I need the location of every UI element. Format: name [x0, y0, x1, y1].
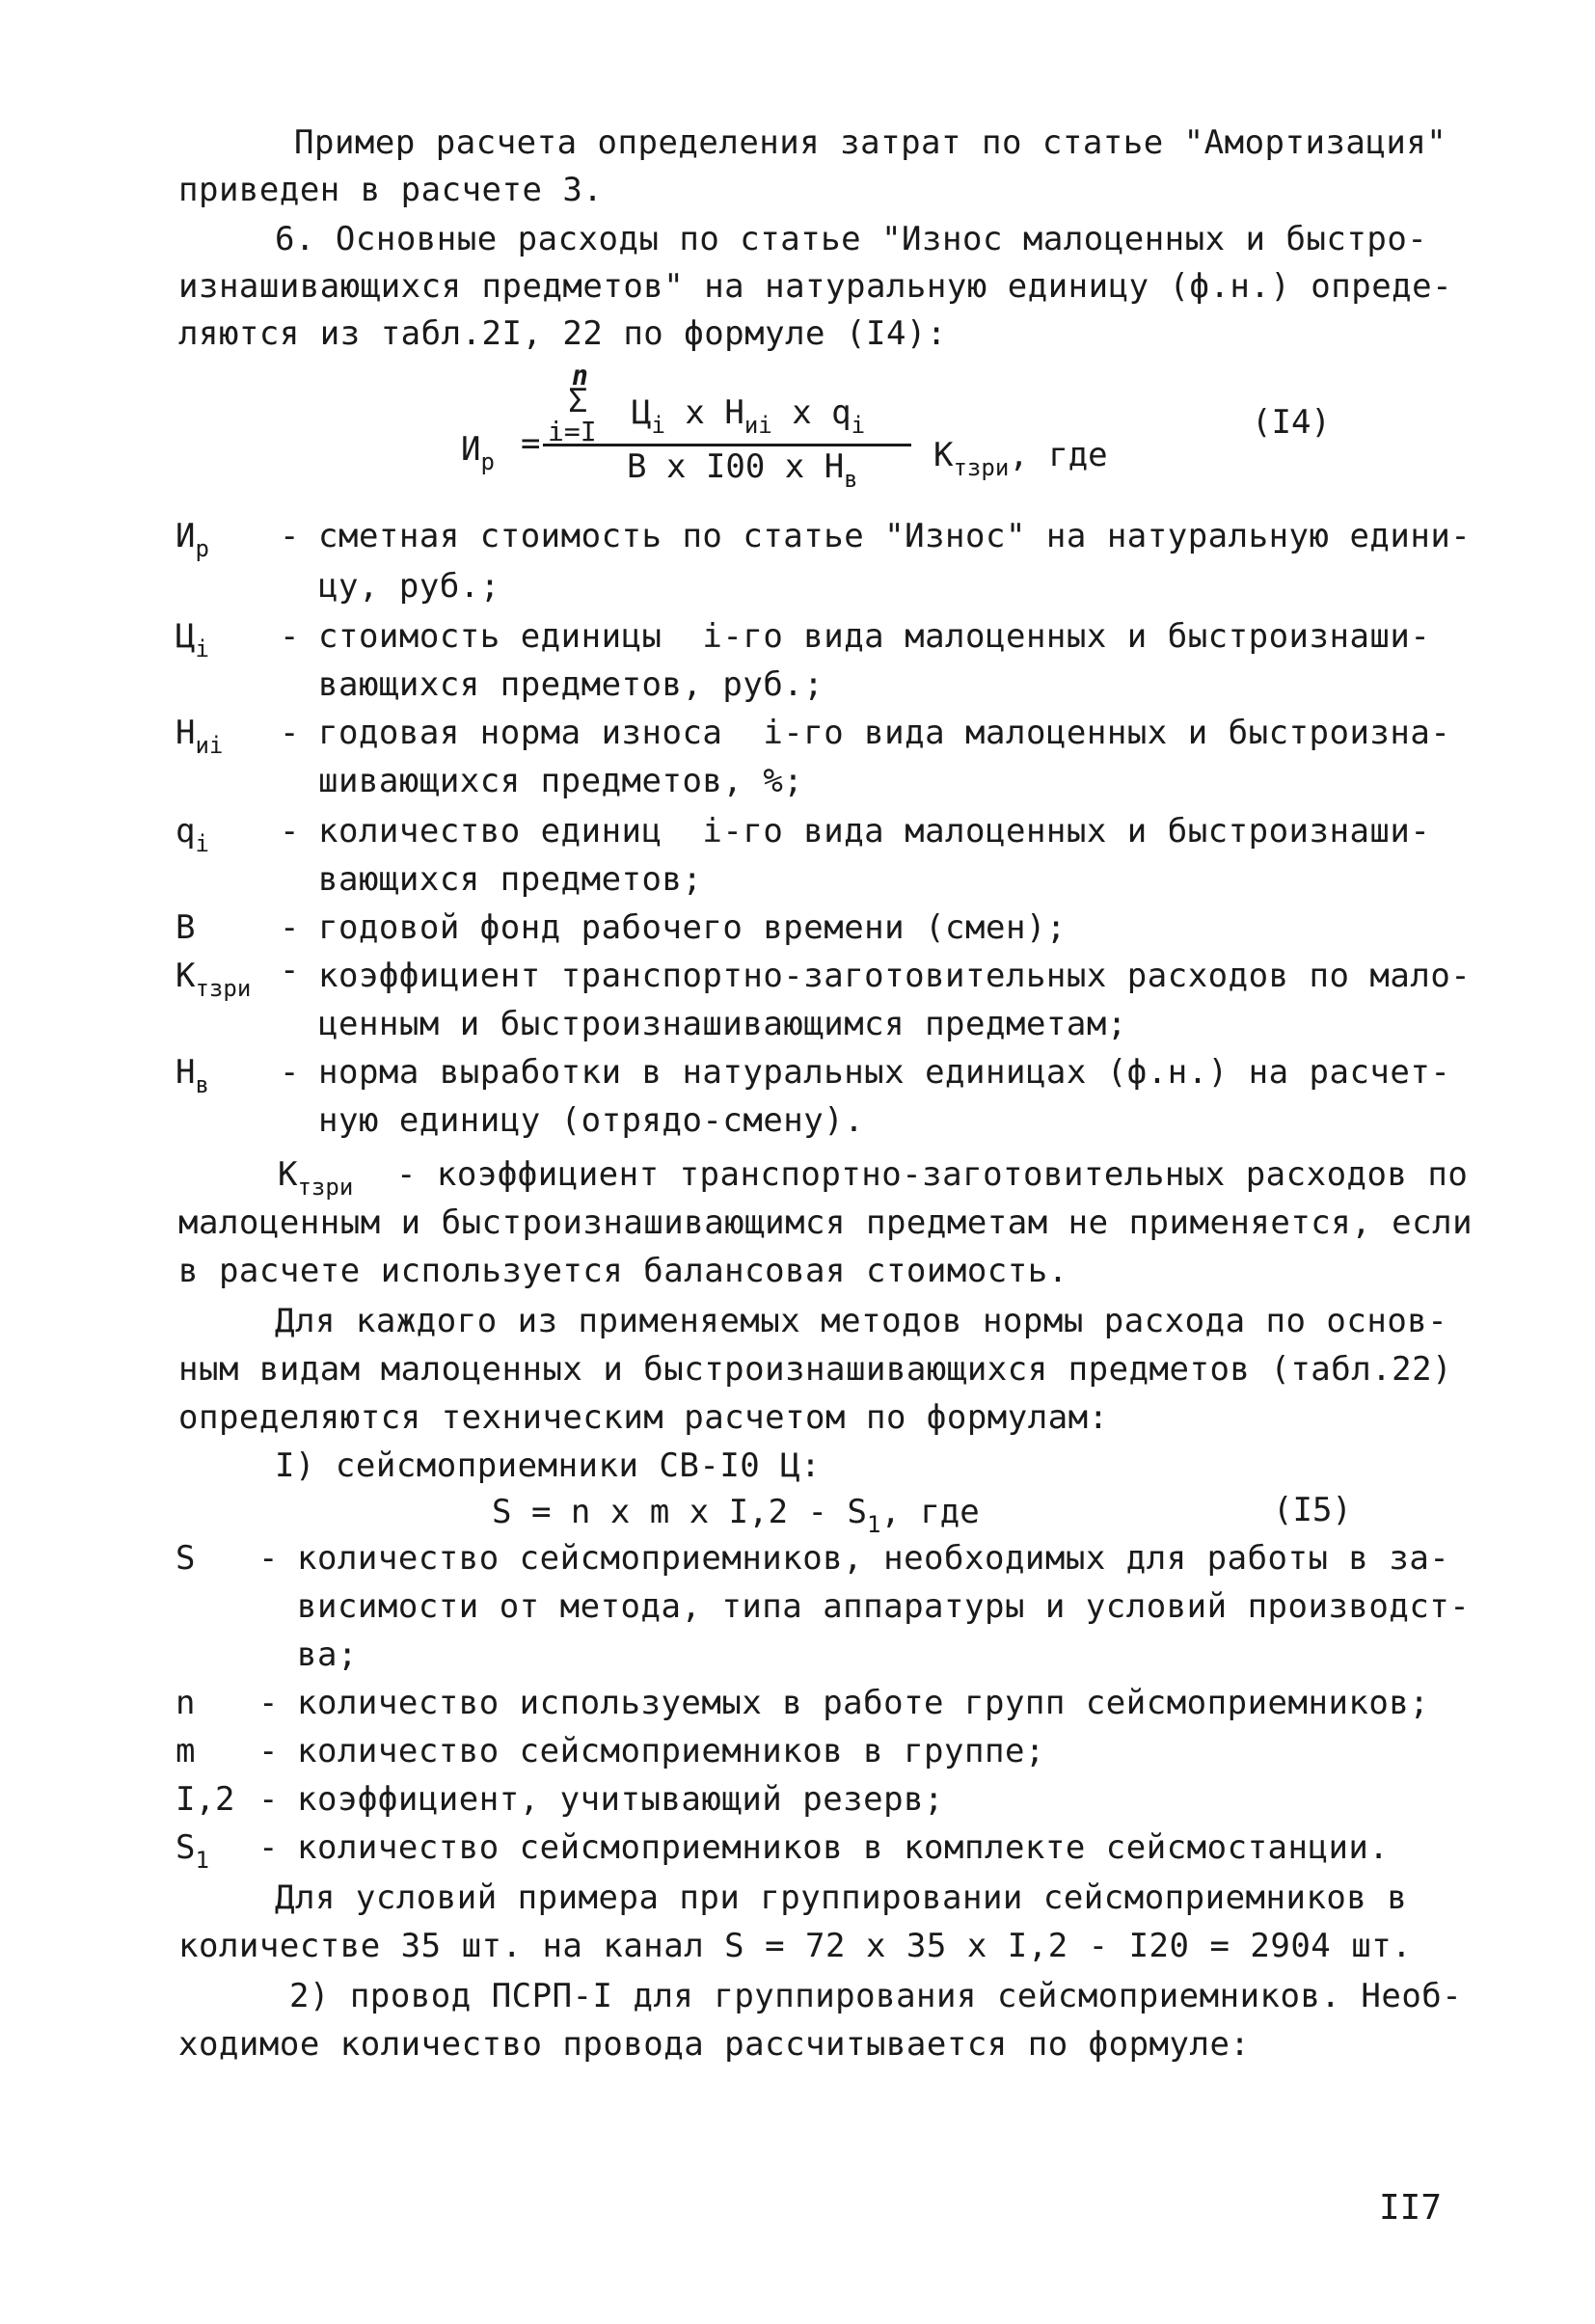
def-dash: -	[280, 951, 300, 989]
formula14-number: (I4)	[1252, 403, 1331, 442]
para6-line-3: ляются из табл.2I, 22 по формуле (I4):	[178, 314, 947, 353]
def-text: коэффициент, учитывающий резерв;	[297, 1780, 945, 1819]
def-dash: -	[258, 1780, 279, 1819]
def-dash: -	[258, 1732, 279, 1770]
note-line-1: - коэффициент транспортно-заготовительных расходов по	[376, 1155, 1469, 1194]
def-symbol: $И_р$	[176, 517, 209, 562]
def-text: ную единицу (отрядо-смену).	[318, 1101, 865, 1140]
def-text: годовая норма износа i-го вида малоценных и быстроизна-	[318, 714, 1451, 752]
def-symbol: $Ц_i$	[176, 617, 209, 662]
note-line-2: малоценным и быстроизнашивающимся предметам не применяется, если	[178, 1203, 1473, 1242]
def-text: вающихся предметов, руб.;	[318, 665, 825, 704]
def-text: количество сейсмоприемников в группе;	[297, 1732, 1045, 1770]
def-dash: -	[280, 908, 300, 947]
formula14-lhs: $И_р$	[461, 430, 495, 475]
item-2-line-1: 2) провод ПСРП-I для группирования сейсмоприемников. Необ-	[289, 1977, 1463, 2015]
methods-line-2: ным видам малоценных и быстроизнашивающихся предметов (табл.22)	[178, 1350, 1453, 1389]
def-symbol: $К_{тзри}$	[176, 957, 252, 1002]
def-symbol: В	[176, 908, 196, 947]
methods-line-3: определяются техническим расчетом по формулам:	[178, 1398, 1109, 1437]
def-dash: -	[280, 517, 300, 555]
def-dash: -	[280, 714, 300, 752]
def-text: стоимость единицы i-го вида малоценных и быстроизнаши-	[318, 617, 1431, 656]
def-dash: -	[258, 1539, 279, 1578]
formula-15: S = n x m x $I,2 - S_1$, где	[492, 1493, 980, 1538]
formula14-numerator: $Ц_i$ x $Н_{иi}$ x $q_i$	[632, 393, 866, 439]
def-symbol: $Н_{иi}$	[176, 714, 224, 759]
formula14-coefficient: $К_{тзри}$, где	[933, 436, 1108, 481]
para6-line-1: 6. Основные расходы по статье "Износ малоценных и быстро-	[275, 220, 1428, 258]
example-line-1: Для условий примера при группировании сейсмоприемников в	[275, 1878, 1408, 1917]
def-text: шивающихся предметов, %;	[318, 762, 804, 800]
def-text: количество сейсмоприемников, необходимых для работы в за-	[297, 1539, 1450, 1578]
formula14-equals: =	[521, 424, 541, 463]
example-line-2: количестве 35 шт. на канал S = 72 x 35 x I,2 - I20 = 2904 шт.	[178, 1927, 1413, 1965]
def-dash: -	[258, 1684, 279, 1722]
def-symbol: $Н_в$	[176, 1053, 209, 1098]
def-symbol: m	[176, 1732, 196, 1770]
note-symbol: $К_{тзри}$	[278, 1155, 354, 1201]
def-dash: -	[258, 1828, 279, 1867]
def-text: норма выработки в натуральных единицах (ф.н.) на расчет-	[318, 1053, 1451, 1092]
def-text: цу, руб.;	[318, 567, 500, 606]
formula14-fraction-bar	[543, 444, 911, 446]
def-dash: -	[280, 1053, 300, 1092]
formula14-sum-top: n	[572, 360, 588, 392]
def-text: висимости от метода, типа аппаратуры и условий производст-	[297, 1587, 1471, 1626]
def-text: количество единиц i-го вида малоценных и быстроизнаши-	[318, 812, 1431, 851]
def-symbol: I,2	[176, 1780, 235, 1819]
def-text: сметная стоимость по статье "Износ" на натуральную едини-	[318, 517, 1472, 555]
formula14-sum-sign: Σ	[568, 382, 588, 420]
def-symbol: S	[176, 1539, 196, 1578]
para6-line-2: изнашивающихся предметов" на натуральную единицу (ф.н.) опреде-	[178, 267, 1453, 306]
formula14-denominator: В x I00 x $Н_в$	[627, 447, 858, 493]
def-text: коэффициент транспортно-заготовительных расходов по мало-	[318, 957, 1472, 995]
formula14-sum-bottom: i=I	[548, 416, 597, 447]
item-1: I) сейсмоприемники СВ-I0 Ц:	[275, 1446, 822, 1485]
def-text: годовой фонд рабочего времени (смен);	[318, 908, 1067, 947]
def-text: ценным и быстроизнашивающимся предметам;	[318, 1005, 1127, 1043]
def-text: вающихся предметов;	[318, 860, 703, 899]
def-dash: -	[280, 617, 300, 656]
def-symbol: n	[176, 1684, 196, 1722]
def-text: количество сейсмоприемников в комплекте сейсмостанции.	[297, 1828, 1390, 1867]
def-text: количество используемых в работе групп сейсмоприемников;	[297, 1684, 1430, 1722]
item-2-line-2: ходимое количество провода рассчитывается по формуле:	[178, 2025, 1251, 2064]
methods-line-1: Для каждого из применяемых методов нормы расхода по основ-	[275, 1302, 1448, 1340]
note-line-3: в расчете используется балансовая стоимость.	[178, 1252, 1068, 1290]
formula15-number: (I5)	[1273, 1491, 1352, 1529]
page-number: II7	[1379, 2188, 1443, 2228]
def-text: ва;	[297, 1635, 358, 1674]
intro-line-1: Пример расчета определения затрат по статье "Амортизация"	[294, 123, 1447, 162]
intro-line-2: приведен в расчете 3.	[178, 171, 604, 209]
def-dash: -	[280, 812, 300, 851]
def-symbol: $q_i$	[176, 812, 209, 857]
def-symbol: $S_1$	[176, 1828, 209, 1874]
